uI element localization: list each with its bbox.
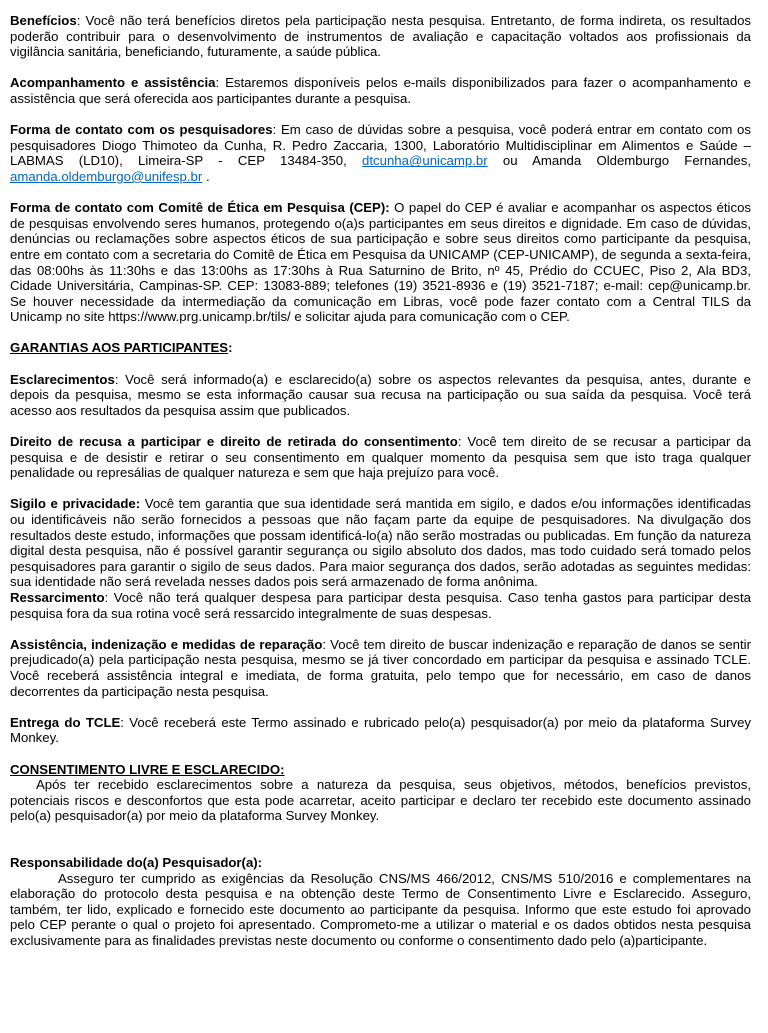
text-beneficios: : Você não terá benefícios diretos pela participação nesta pesquisa. Entretanto, de forma indireta, os resultados poderão contribuir para o desenvolvimento de instrumentos de avaliação e capacitação voltados aos profissionais da vigilância sanitária, beneficiando, futuramente, a saúde pública. (10, 13, 751, 60)
email-link-amanda[interactable]: amanda.oldemburgo@unifesp.br (10, 168, 203, 184)
text-contato-pesquisadores: : Em caso de dúvidas sobre a pesquisa, você poderá entrar em contato com os pesquisadores Diogo Thimoteo da Cunha, R. Pedro Zaccaria, 1300, Laboratório Multidisciplinar em Alimentos e Saúde – LABMAS (LD10), Limeira-SP - CEP 13484-350, (10, 122, 751, 169)
paragraph-recusa (10, 434, 751, 481)
label-acompanhamento: Acompanhamento e assistência (10, 75, 216, 91)
heading-consentimento: CONSENTIMENTO LIVRE E ESCLARECIDO: (10, 761, 285, 777)
paragraph-contato-cep (10, 200, 751, 325)
paragraph-beneficios (10, 13, 751, 60)
text-entrega: : Você receberá este Termo assinado e rubricado pelo(a) pesquisador(a) por meio da plataforma Survey Monkey. (10, 714, 751, 746)
paragraph-responsabilidade (10, 871, 751, 949)
paragraph-esclarecimentos (10, 372, 751, 419)
text-consentimento: Após ter recebido esclarecimentos sobre a natureza da pesquisa, seus objetivos, métodos, benefícios previstos, potenciais riscos e desconfortos que esta pode acarretar, aceito participar e declaro ter recebido este documento assinado pelo(a) pesquisador(a) por meio da plataforma Survey Monkey. (10, 777, 751, 824)
text-sigilo: Você tem garantia que sua identidade será mantida em sigilo, e dados e/ou informações identificadas ou identificáveis não serão fornecidos a pessoas que não façam parte da equipe de pesquisadores. Na divulgação dos resultados deste estudo, informações que possam identificá-lo(a) não serão mostradas ou publicadas. Em função da natureza digital desta pesquisa, não é possível garantir segurança ou sigilo absoluto dos dados, mas todo cuidado será tomado pelos pesquisadores para garantir o sigilo de seus dados. Para maior segurança dos dados, serão adotadas as seguintes medidas: sua identidade não será revelada nesses dados pois será armazenado de forma anônima. (10, 496, 752, 590)
label-entrega: Entrega do TCLE (10, 714, 121, 730)
paragraph-entrega (10, 715, 751, 746)
paragraph-contato-pesquisadores (10, 122, 751, 184)
text-esclarecimentos: : Você será informado(a) e esclarecido(a) sobre os aspectos relevantes da pesquisa, antes, durante e depois da pesquisa, mesmo se esta informação causar sua recusa na participação ou sua saída da pesquisa. Você terá acesso aos resultados da pesquisa assim que publicados. (10, 371, 751, 418)
text-responsabilidade: Asseguro ter cumprido as exigências da Resolução CNS/MS 466/2012, CNS/MS 510/2016 e complementares na elaboração do protocolo desta pesquisa e na obtenção deste Termo de Consentimento Livre e Esclarecido. Asseguro, também, ter lido, explicado e fornecido este documento ao participante da pesquisa. Informo que este estudo foi aprovado pelo CEP perante o qual o projeto foi apresentado. Comprometo-me a utilizar o material e os dados obtidos nesta pesquisa exclusivamente para as finalidades previstas neste documento ou conforme o consentimento dado pelo (a)participante. (10, 870, 751, 949)
label-beneficios: Benefícios (10, 13, 77, 28)
label-assistencia: Assistência, indenização e medidas de reparação (10, 636, 323, 652)
paragraph-acompanhamento (10, 75, 751, 106)
section-heading-garantias (10, 340, 751, 356)
paragraph-assistencia (10, 637, 751, 699)
label-sigilo: Sigilo e privacidade: (10, 496, 141, 512)
text-recusa: : Você tem direito de se recusar a participar da pesquisa e de desistir e retirar o seu consentimento em qualquer momento da pesquisa sem que isto traga qualquer penalidade ou represálias de qualquer natureza e sem que haja prejuízo para você. (10, 434, 752, 481)
text-contato-end: . (202, 168, 210, 184)
section-heading-responsabilidade (10, 855, 751, 871)
heading-responsabilidade: Responsabilidade do(a) Pesquisador(a): (10, 855, 263, 871)
paragraph-ressarcimento (10, 590, 751, 621)
label-contato-cep: Forma de contato com Comitê de Ética em Pesquisa (CEP): (10, 200, 390, 216)
heading-garantias: GARANTIAS AOS PARTICIPANTES (10, 340, 229, 356)
label-esclarecimentos: Esclarecimentos (10, 371, 115, 387)
label-recusa: Direito de recusa a participar e direito de retirada do consentimento (10, 434, 458, 450)
text-acompanhamento: : Estaremos disponíveis pelos e-mails disponibilizados para fazer o acompanhamento e assistência que será oferecida aos participantes durante a pesquisa. (10, 75, 751, 106)
label-ressarcimento: Ressarcimento (10, 589, 105, 605)
label-contato-pesquisadores: Forma de contato com os pesquisadores (10, 122, 273, 138)
heading-garantias-colon: : (228, 340, 233, 356)
email-link-dtcunha[interactable]: dtcunha@unicamp.br (362, 153, 488, 169)
text-assistencia: : Você tem direito de buscar indenização e reparação de danos se sentir prejudicado(a) pela participação nesta pesquisa, mesmo se já tiver concordado em participar da pesquisa e assinado TCLE. Você receberá assistência integral e imediata, de forma gratuita, pelo tempo que for necessário, em caso de danos decorrentes da participação nesta pesquisa. (10, 636, 751, 699)
text-ressarcimento: : Você não terá qualquer despesa para participar desta pesquisa. Caso tenha gastos para participar desta pesquisa fora da sua rotina você será ressarcido integralmente de suas despesas. (10, 589, 751, 621)
paragraph-sigilo (10, 496, 751, 590)
text-contato-cep: O papel do CEP é avaliar e acompanhar os aspectos éticos de pesquisas envolvendo seres humanos, protegendo o(a)s participantes em seus direitos e dignidade. Em caso de dúvidas, denúncias ou reclamações sobre aspectos éticos de sua participação e sobre seus direitos como participante da pesquisa, entre em contato com a secretaria do Comitê de Ética em Pesquisa da UNICAMP (CEP-UNICAMP), de segunda a sexta-feira, das 08:00hs às 11:30hs e das 13:00hs as 17:30hs à Rua Saturnino de Brito, nº 45, Prédio do CCUEC, Piso 2, Ala BD3, Cidade Universitária, Campinas-SP. CEP: 13083-889; telefones (19) 3521-8936 e (19) 3521-7187; e-mail: cep@unicamp.br. Se houver necessidade da intermediação da comunicação em Libras, você pode fazer contato com a Central TILS da Unicamp no site https://www.prg.unicamp.br/tils/ e solicitar ajuda para comunicação com o CEP. (10, 200, 751, 325)
paragraph-consentimento (10, 777, 751, 824)
section-heading-consentimento (10, 762, 751, 778)
text-contato-middle: ou Amanda Oldemburgo Fernandes, (487, 153, 751, 169)
